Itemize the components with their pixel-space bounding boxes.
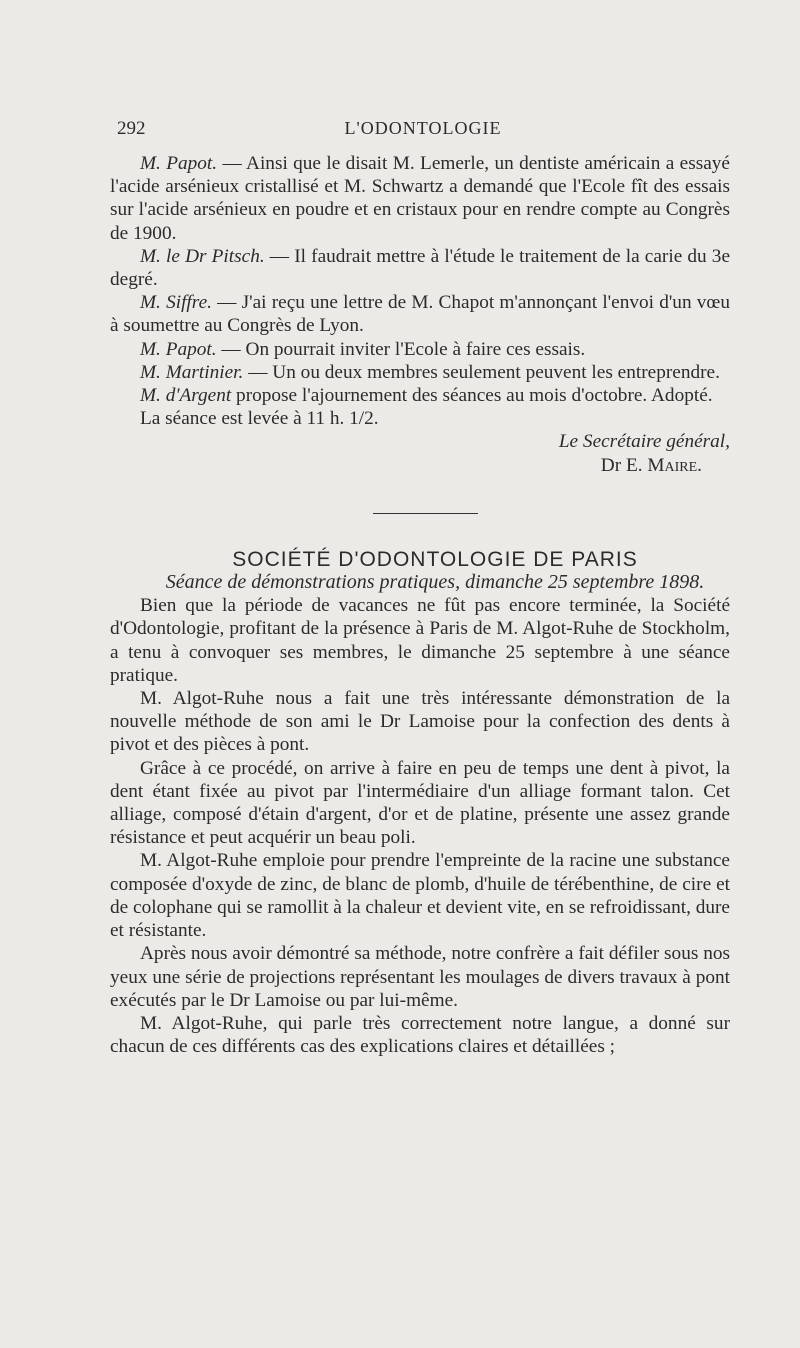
minutes-paragraph (110, 245, 730, 291)
signature-name (110, 454, 730, 477)
section-subtitle: Séance de démonstrations pratiques, dimanche 25 septembre 1898. (165, 571, 705, 594)
body-paragraph: M. Algot-Ruhe, qui parle très correctement notre langue, a donné sur chacun de ces différents cas des explications claires et détaillées ; (110, 1012, 730, 1058)
speaker-name: M. le Dr Pitsch. (140, 245, 265, 267)
page-body (110, 152, 730, 1058)
body-paragraph: Après nous avoir démontré sa méthode, notre confrère a fait défiler sous nos yeux une série de projections représentant les moulages de divers travaux à pont exécutés par le Dr Lamoise ou par lui-même. (110, 943, 730, 1011)
minutes-paragraph (110, 338, 730, 361)
signature-surname: E. Maire. (621, 454, 702, 476)
speaker-text: — Il faudrait mettre à l'étude le traitement de la carie du 3e degré. (110, 245, 731, 291)
speaker-name: M. Papot. (140, 338, 217, 360)
body-paragraph: Grâce à ce procédé, on arrive à faire en peu de temps une dent à pivot, la dent étant fixée au pivot par l'intermédiaire d'un alliage formant talon. Cet alliage, composé d'étain d'argent, d'or et de platine, présente une assez grande résistance et peut acquérir un beau poli. (110, 757, 730, 849)
speaker-text: — Un ou deux membres seulement peuvent les entreprendre. (243, 361, 720, 383)
speaker-text: — Ainsi que le disait M. Lemerle, un dentiste américain a essayé l'acide arsénieux cristallisé et M. Schwartz a demandé que l'Ecole fît des essais sur l'acide arsénieux en poudre et en cristaux pour en rendre compte au Congrès de 1900. (110, 153, 730, 244)
page-header (117, 118, 729, 142)
running-title: L'ODONTOLOGIE (344, 118, 502, 138)
speaker-name: M. Papot. (140, 153, 218, 174)
speaker-text: — J'ai reçu une lettre de M. Chapot m'annonçant l'envoi d'un vœu à soumettre au Congrès de Lyon. (110, 292, 730, 337)
speaker-text: — On pourrait inviter l'Ecole à faire ces essais. (216, 338, 586, 360)
body-paragraph: M. Algot-Ruhe nous a fait une très intéressante démonstration de la nouvelle méthode de son ami le Dr Lamoise pour la confection des dents à pivot et des pièces à pont. (110, 688, 730, 756)
body-paragraph: M. Algot-Ruhe emploie pour prendre l'empreinte de la racine une substance composée d'oxyde de zinc, de blanc de plomb, d'huile de térébenthine, de cire et de colophane qui se ramollit à la chaleur et devient vite, en se refroidissant, dure et résistante. (110, 850, 730, 942)
speaker-text: propose l'ajournement des séances au mois d'octobre. Adopté. (231, 385, 713, 407)
page-number: 292 (117, 118, 146, 139)
section-divider (373, 513, 478, 514)
signature-title: Dr (600, 454, 622, 476)
speaker-name: M. Siffre. (140, 292, 212, 314)
minutes-paragraph (110, 361, 730, 384)
body-paragraph: Bien que la période de vacances ne fût pas encore terminée, la Société d'Odontologie, profitant de la présence à Paris de M. Algot-Ruhe de Stockholm, a tenu à convoquer ses membres, le dimanche 25 septembre à une séance pratique. (110, 595, 730, 686)
speaker-name: M. Martinier. (140, 361, 244, 383)
section-title: SOCIÉTÉ D'ODONTOLOGIE DE PARIS (232, 547, 638, 571)
speaker-name: M. d'Argent (140, 385, 232, 407)
closing-line: La séance est levée à 11 h. 1/2. (140, 408, 379, 430)
signature-role: Le Secrétaire général, (558, 431, 730, 453)
minutes-paragraph (110, 384, 730, 407)
minutes-paragraph (110, 152, 730, 245)
minutes-paragraph (110, 291, 730, 337)
